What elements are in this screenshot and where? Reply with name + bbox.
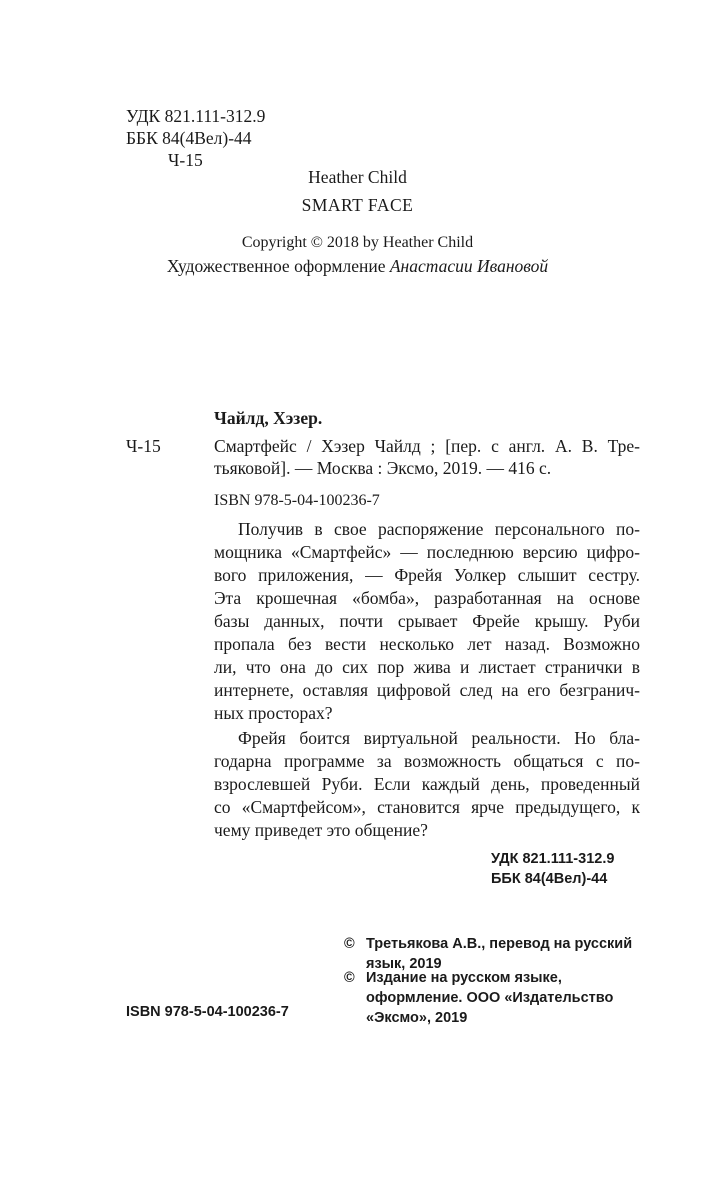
annotation-line: мощника «Смартфейс» — последнюю версию цифро- <box>214 542 640 562</box>
annotation-line: базы данных, почти срывает Фрейе крышу. Руби <box>214 611 640 631</box>
annotation-line: Получив в свое распоряжение персонального по- <box>238 519 640 539</box>
copyright-edition-line-1: Издание на русском языке, <box>366 970 562 986</box>
header-author-sign: Ч-15 <box>168 150 203 170</box>
annotation-line: Фрейя боится виртуальной реальности. Но бла- <box>238 728 640 748</box>
header-bbk: ББК 84(4Вел)-44 <box>126 128 252 148</box>
original-title: SMART FACE <box>301 195 414 215</box>
art-credit <box>0 255 715 277</box>
annotation-line: взрослевшей Руби. Если каждый день, проведенный <box>214 774 640 794</box>
annotation-line: ли, что она до сих пор жива и листает странички в <box>214 657 640 677</box>
annotation-line: годарна программе за возможность общаться с по- <box>214 751 640 771</box>
annotation-line: пропала без вести несколько лет назад. Возможно <box>214 634 640 654</box>
record-isbn: ISBN 978-5-04-100236-7 <box>214 492 380 509</box>
copyright-symbol: © <box>344 970 355 986</box>
annotation-line: интернете, оставляя цифровой след на его безгранич- <box>214 680 640 700</box>
annotation-line: со «Смартфейсом», становится ярче предыдущего, к <box>214 797 640 817</box>
footer-udk: УДК 821.111-312.9 <box>491 851 615 867</box>
header-udk: УДК 821.111-312.9 <box>126 106 266 126</box>
annotation-line: Эта крошечная «бомба», разработанная на основе <box>214 588 640 608</box>
record-author-heading: Чайлд, Хэзер. <box>214 408 323 428</box>
copyright-edition-line-3: «Эксмо», 2019 <box>366 1010 468 1026</box>
copyright-symbol: © <box>344 936 355 952</box>
copyright-edition-line-2: оформление. ООО «Издательство <box>366 990 614 1006</box>
copyright-notice-edition <box>344 968 644 1028</box>
record-sign: Ч-15 <box>126 436 161 456</box>
art-credit-author: Анастасии Ивановой <box>389 256 549 276</box>
original-copyright: Copyright © 2018 by Heather Child <box>241 234 474 251</box>
annotation-line: чему приведет это общение? <box>214 820 428 840</box>
record-desc-line-1: Смартфейс / Хэзер Чайлд ; [пер. с англ. А. В. Тре- <box>214 436 640 456</box>
footer-bbk: ББК 84(4Вел)-44 <box>491 871 608 887</box>
record-desc-line-2: тьяковой]. — Москва : Эксмо, 2019. — 416 с. <box>214 458 552 478</box>
art-credit-label: Художественное оформление <box>166 256 386 276</box>
original-author: Heather Child <box>308 167 407 187</box>
footer-isbn: ISBN 978-5-04-100236-7 <box>126 1004 289 1020</box>
copyright-translation-line-2: язык, 2019 <box>366 956 442 972</box>
annotation-line: ных просторах? <box>214 703 333 723</box>
copyright-translation-line-1: Третьякова А.В., перевод на русский <box>366 936 633 952</box>
annotation-line: вого приложения, — Фрейя Уолкер слышит сестру. <box>214 565 640 585</box>
